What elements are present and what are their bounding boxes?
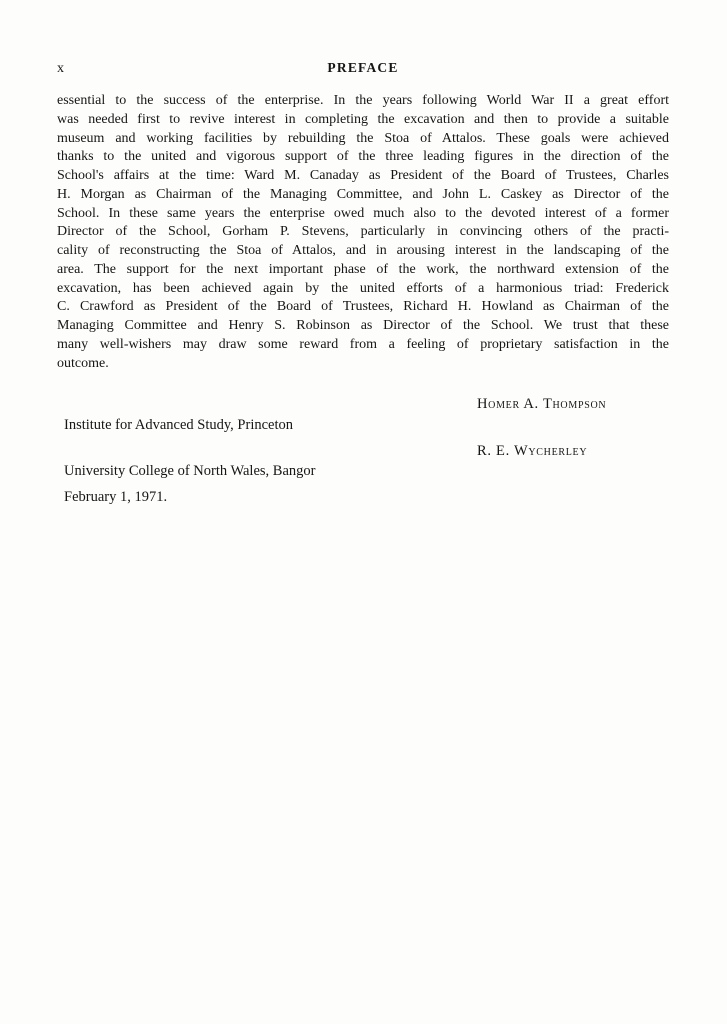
- date-line: February 1, 1971.: [64, 489, 168, 505]
- signature-name-wycherley: R. E. Wycherley: [477, 443, 588, 459]
- paragraph-line: thanks to the united and vigorous support of the three leading figures in the direction of the: [57, 149, 669, 165]
- page-number: x: [57, 61, 64, 76]
- paragraph-line: C. Crawford as President of the Board of Trustees, Richard H. Howland as Chairman of the: [57, 299, 669, 315]
- paragraph-line: outcome.: [57, 355, 109, 371]
- paragraph-line: cality of reconstructing the Stoa of Attalos, and in arousing interest in the landscaping of the: [57, 243, 669, 258]
- signature-affiliation-wycherley: University College of North Wales, Bangor: [64, 463, 316, 479]
- paragraph-line: School. In these same years the enterprise owed much also to the devoted interest of a former: [57, 205, 669, 221]
- paragraph-line: H. Morgan as Chairman of the Managing Committee, and John L. Caskey as Director of the: [57, 186, 669, 202]
- paragraph-line: School's affairs at the time: Ward M. Canaday as President of the Board of Trustees, Charles: [57, 168, 669, 183]
- paragraph-line: many well-wishers may draw some reward from a feeling of proprietary satisfaction in the: [57, 336, 669, 352]
- signature-affiliation-thompson: Institute for Advanced Study, Princeton: [64, 417, 294, 433]
- paragraph-line: area. The support for the next important phase of the work, the northward extension of the: [57, 261, 669, 277]
- preface-paragraph: [57, 92, 669, 373]
- signature-name-thompson: Homer A. Thompson: [477, 396, 607, 412]
- paragraph-line: Director of the School, Gorham P. Stevens, particularly in convincing others of the practi-: [57, 224, 669, 240]
- paragraph-line: excavation, has been achieved again by the united efforts of a harmonious triad: Frederick: [57, 280, 669, 296]
- paragraph-line: essential to the success of the enterprise. In the years following World War II a great effort: [57, 93, 669, 108]
- paragraph-line: was needed first to revive interest in completing the excavation and then to provide a suitable: [57, 111, 669, 127]
- running-head: [57, 60, 669, 78]
- paragraph-line: Managing Committee and Henry S. Robinson as Director of the School. We trust that these: [57, 318, 669, 333]
- page-heading: PREFACE: [327, 60, 399, 75]
- paragraph-line: museum and working facilities by rebuilding the Stoa of Attalos. These goals were achieved: [57, 130, 669, 146]
